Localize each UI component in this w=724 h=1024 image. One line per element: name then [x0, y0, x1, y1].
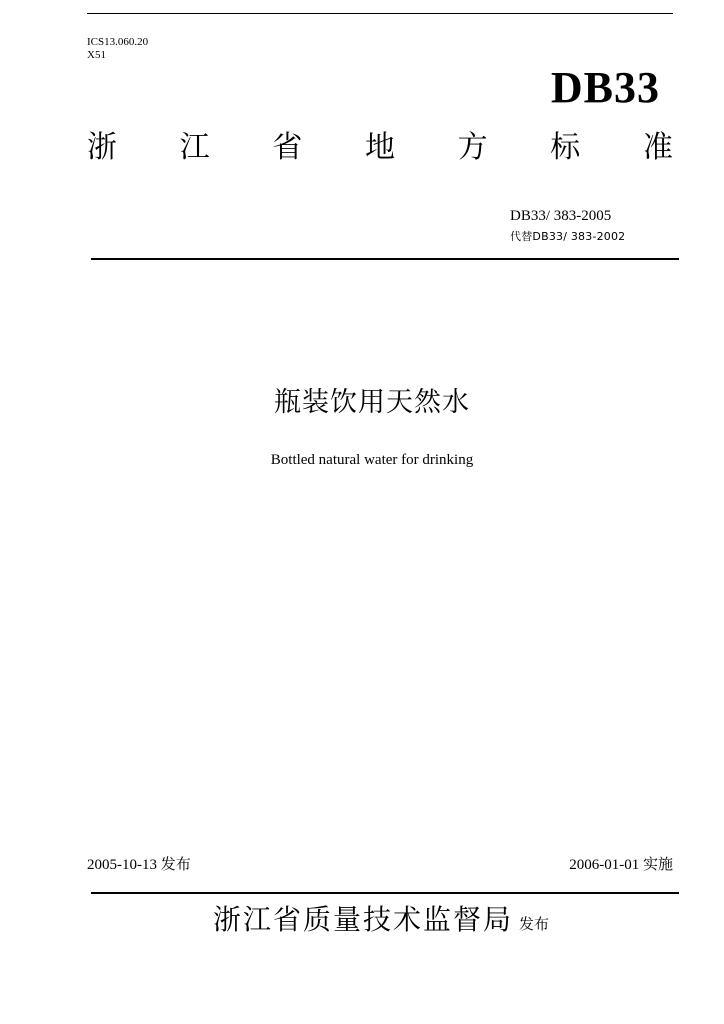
standard-type-heading	[87, 128, 673, 168]
standard-type-char: 浙	[87, 130, 117, 165]
footer-divider	[91, 892, 679, 894]
publisher-suffix: 发布	[519, 915, 550, 933]
standard-type-char: 准	[642, 130, 673, 165]
issue-date-line	[87, 855, 191, 874]
standard-number: DB33/ 383-2005	[510, 208, 612, 224]
publisher-name: 浙江省质量技术监督局	[212, 903, 513, 936]
top-rule	[87, 13, 673, 14]
classification-code: X51	[87, 49, 106, 61]
standard-type-char: 省	[272, 130, 303, 165]
implement-label: 实施	[642, 855, 673, 873]
implement-date: 2006-01-01	[569, 857, 640, 873]
issue-date: 2005-10-13	[87, 857, 157, 873]
standard-type-char: 江	[179, 130, 210, 165]
issue-label: 发布	[160, 855, 191, 873]
standard-type-char: 地	[364, 130, 395, 165]
standard-type-char: 标	[550, 130, 581, 165]
header-divider	[91, 258, 679, 260]
replaces-standard: 代替DB33/ 383-2002	[510, 230, 626, 243]
standard-logo: DB33	[550, 63, 660, 112]
document-title-english: Bottled natural water for drinking	[270, 452, 474, 468]
standard-type-char: 方	[457, 130, 488, 165]
implement-date-line	[569, 855, 673, 874]
ics-code: ICS13.060.20	[87, 36, 149, 48]
document-title-chinese: 瓶装饮用天然水	[274, 387, 470, 418]
publisher-line	[0, 900, 724, 940]
